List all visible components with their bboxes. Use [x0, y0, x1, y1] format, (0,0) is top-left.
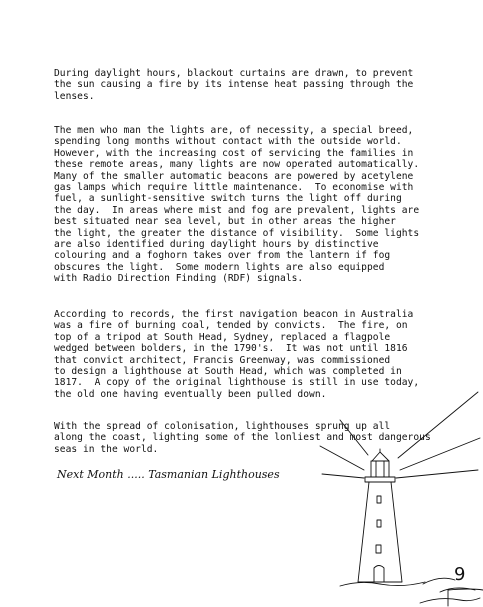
- paragraph-colonisation: With the spread of colonisation, lighthouses sprung up all along the coast, lighting some of the lonliest and most dangerous seas in the world.: [54, 421, 431, 455]
- paragraph-lens-curtains: During daylight hours, blackout curtains are drawn, to prevent the sun causing a fire by its intense heat passing through the lenses.: [54, 68, 414, 102]
- paragraph-first-beacon: According to records, the first navigation beacon in Australia was a fire of burning coal, tended by convicts. The fire, on top of a tripod at South Head, Sydney, replaced a flagpole wedged between bolders, in the 1790's. It was not until 1816 that convict architect, Francis Greenway, was commissioned to design a lighthouse at South Head, which was completed in 1817. A copy of the original lighthouse is still in use today, the old one having eventually been pulled down.: [54, 309, 420, 400]
- paragraph-lighthouse-keepers: The men who man the lights are, of necessity, a special breed, spending long months without contact with the outside world. However, with the increasing cost of servicing the families in these remote areas, many lights are now operated automatically. Many of the smaller automatic beacons are powered by acetylene gas lamps which require little maintenance. To economise with fuel, a sunlight-sensitive switch turns the light off during the day. In areas where mist and fog are prevalent, lights are best situated near sea level, but in other areas the higher the light, the greater the distance of visibility. Some lights are also identified during daylight hours by distinctive colouring and a foghorn takes over from the lantern if fog obscures the light. Some modern lights are also equipped with Radio Direction Finding (RDF) signals.: [54, 125, 420, 285]
- page-number: 9: [454, 564, 466, 585]
- next-month-note: Next Month ..... Tasmanian Lighthouses: [57, 468, 280, 481]
